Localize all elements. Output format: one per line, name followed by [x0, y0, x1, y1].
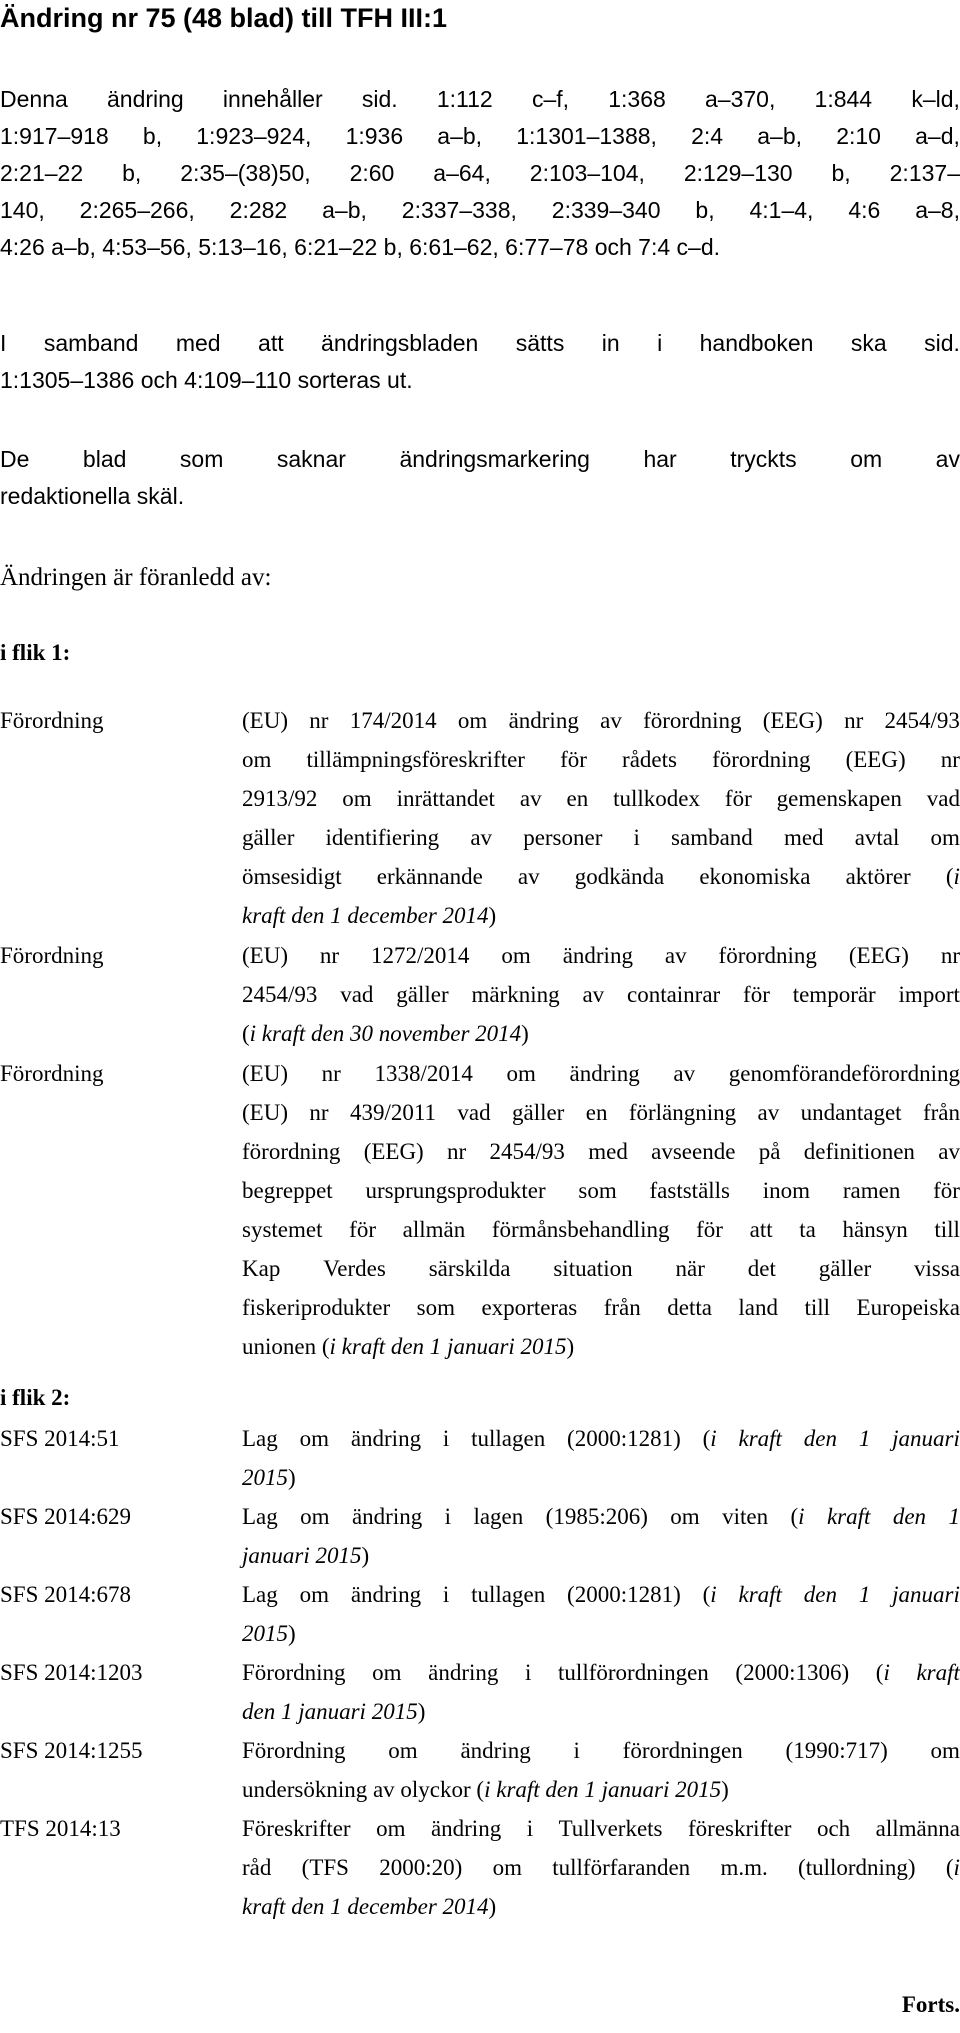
description-line: kraft den 1 december 2014 ) — [242, 1894, 497, 1919]
amendment-description — [242, 1731, 960, 1809]
description-line: råd (TFS 2000:20) om tullförfaranden m.m. (tullordning) (i — [242, 1855, 960, 1880]
description-line: januari 2015 ) — [242, 1543, 370, 1568]
amendment-label: TFS 2014:13 — [0, 1816, 121, 1841]
amendment-description — [242, 1575, 960, 1653]
intro-line: 1:917–918 b, 1:923–924, 1:936 a–b, 1:1301–1388, 2:4 a–b, 2:10 a–d, — [0, 123, 960, 149]
continued-marker: Forts. — [901, 1992, 960, 2017]
notice-line: I samband med att ändringsbladen sätts in i handboken ska sid. — [0, 330, 960, 356]
description-line: Förordning om ändring i förordningen (1990:717) om — [242, 1738, 960, 1763]
flik-2-heading: i flik 2: — [0, 1385, 71, 1410]
amendment-label: Förordning — [0, 708, 104, 733]
description-line: Lag om ändring i tullagen (2000:1281) (i kraft den 1 januari — [242, 1426, 960, 1451]
cause-heading: Ändringen är föranledd av: — [0, 564, 272, 591]
description-line: (EU) nr 439/2011 vad gäller en förlängning av undantaget från — [242, 1099, 960, 1125]
description-line: Lag om ändring i tullagen (2000:1281) (i kraft den 1 januari — [242, 1582, 960, 1607]
amendment-label: SFS 2014:629 — [0, 1504, 132, 1529]
notice-line: De blad som saknar ändringsmarkering har tryckts om av — [0, 446, 960, 472]
amendment-label: SFS 2014:1255 — [0, 1738, 143, 1763]
intro-line: 2:21–22 b, 2:35–(38)50, 2:60 a–64, 2:103–104, 2:129–130 b, 2:137– — [0, 160, 960, 186]
amendment-description — [242, 936, 960, 1053]
intro-line: 4:26 a–b, 4:53–56, 5:13–16, 6:21–22 b, 6:61–62, 6:77–78 och 7:4 c–d. — [0, 234, 721, 260]
description-line: den 1 januari 2015 ) — [242, 1699, 426, 1724]
description-line: 2015 ) — [242, 1621, 296, 1646]
amendment-label: Förordning — [0, 1060, 104, 1086]
amendment-description — [242, 1653, 960, 1731]
document-title: Ändring nr 75 (48 blad) till TFH III:1 — [0, 3, 448, 33]
description-line: begreppet ursprungsprodukter som fastställs inom ramen för — [242, 1177, 960, 1203]
description-line: om tillämpningsföreskrifter för rådets förordning (EEG) nr — [242, 747, 960, 772]
notice-line: redaktionella skäl. — [0, 483, 185, 509]
intro-line: 140, 2:265–266, 2:282 a–b, 2:337–338, 2:339–340 b, 4:1–4, 4:6 a–8, — [0, 197, 960, 223]
description-line: undersökning av olyckor ( i kraft den 1 januari 2015 ) — [242, 1777, 729, 1802]
description-line: (EU) nr 174/2014 om ändring av förordning (EEG) nr 2454/93 — [242, 708, 960, 733]
description-line: kraft den 1 december 2014 ) — [242, 903, 497, 928]
description-line: Lag om ändring i lagen (1985:206) om viten (i kraft den 1 — [242, 1504, 960, 1529]
description-line: gäller identifiering av personer i samband med avtal om — [242, 825, 960, 850]
amendment-description — [242, 1809, 960, 1926]
description-line: ömsesidigt erkännande av godkända ekonomiska aktörer (i — [242, 864, 960, 889]
description-line: 2454/93 vad gäller märkning av containrar för temporär import — [242, 982, 960, 1008]
amendment-description — [242, 1054, 960, 1366]
amendment-label: Förordning — [0, 943, 104, 969]
intro-paragraph — [0, 81, 960, 266]
description-line: unionen ( i kraft den 1 januari 2015 ) — [242, 1333, 575, 1359]
description-line: 2015 ) — [242, 1465, 296, 1490]
description-line: Förordning om ändring i tullförordningen (2000:1306) (i kraft — [242, 1660, 960, 1685]
intro-line: Denna ändring innehåller sid. 1:112 c–f, 1:368 a–370, 1:844 k–ld, — [0, 86, 960, 112]
flik-1-heading: i flik 1: — [0, 640, 71, 665]
notice-line: 1:1305–1386 och 4:109–110 sorteras ut. — [0, 367, 413, 393]
removal-notice — [0, 325, 960, 399]
description-line: ( i kraft den 30 november 2014 ) — [242, 1021, 529, 1047]
amendment-label: SFS 2014:678 — [0, 1582, 132, 1607]
description-line: fiskeriprodukter som exporteras från detta land till Europeiska — [242, 1294, 960, 1320]
description-line: (EU) nr 1338/2014 om ändring av genomförandeförordning — [242, 1060, 960, 1086]
description-line: (EU) nr 1272/2014 om ändring av förordning (EEG) nr — [242, 943, 960, 969]
amendment-description — [242, 1497, 960, 1575]
description-line: Föreskrifter om ändring i Tullverkets föreskrifter och allmänna — [242, 1816, 960, 1841]
description-line: förordning (EEG) nr 2454/93 med avseende på definitionen av — [242, 1138, 960, 1164]
description-line: systemet för allmän förmånsbehandling för att ta hänsyn till — [242, 1216, 960, 1242]
amendment-label: SFS 2014:51 — [0, 1426, 120, 1451]
amendment-description — [242, 701, 960, 935]
amendment-description — [242, 1419, 960, 1497]
reprint-notice — [0, 441, 960, 515]
amendment-label: SFS 2014:1203 — [0, 1660, 143, 1685]
description-line: 2913/92 om inrättandet av en tullkodex för gemenskapen vad — [242, 786, 960, 811]
description-line: Kap Verdes särskilda situation när det gäller vissa — [242, 1255, 960, 1281]
